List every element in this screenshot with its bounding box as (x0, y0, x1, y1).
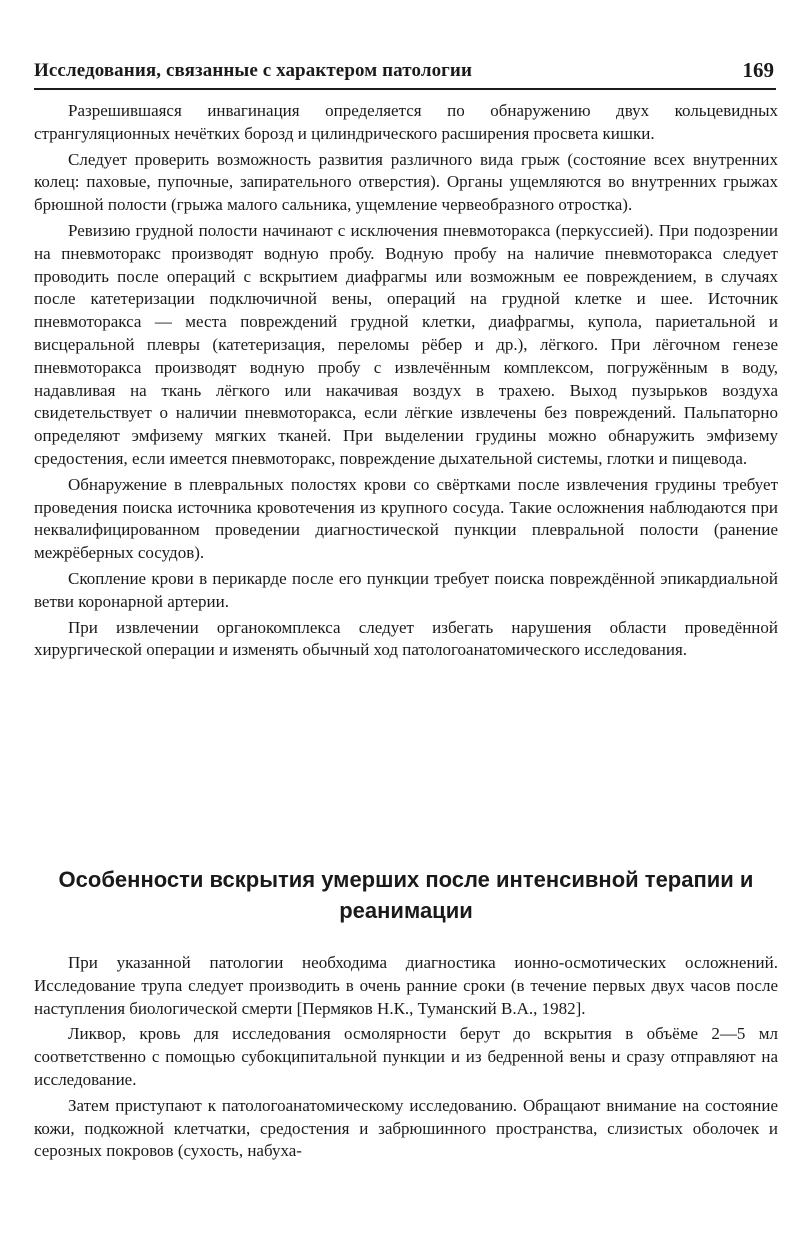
text-block-before-heading (34, 100, 778, 665)
paragraph-ion-osmotic: При указанной патологии необходима диагностика ионно-осмотических осложнений. Исследование трупа следует производить в очень ранние сроки (в течение первых двух часов после наступления биологической смерти [Пермяков Н.К., Туманский В.А., 1982]. (34, 953, 778, 1018)
paragraph-pleural-blood: Обнаружение в плевральных полостях крови со свёртками после извлечения грудины требует проведения поиска источника кровотечения из крупного сосуда. Такие осложнения наблюдаются при неквалифицированном проведении диагностической пункции плевральной полости (ранение межрёберных сосудов). (34, 474, 778, 563)
paragraph-pneumothorax: Ревизию грудной полости начинают с исключения пневмоторакса (перкуссией). При подозрении на пневмоторакс производят водную пробу. Водную пробу на наличие пневмоторакса следует проводить после операций с вскрытием диафрагмы или возможным ее повреждением, в случаях после катетеризации подключичной вены, операций на грудной клетке и шее. Источник пневмоторакса — места повреждений грудной клетки, диафрагмы, купола, париетальной и висцеральной плевры (катетеризация, переломы рёбер и др.), лёгкого. При лёгочном генезе пневмоторакса производят водную пробу с извлечённым комплексом, погружённым в воду, надавливая на ткань лёгкого или накачивая воздух в трахею. Выход пузырьков воздуха свидетельствует о наличии пневмоторакса, если лёгкие извлечены без повреждений. Пальпаторно определяют эмфизему мягких тканей. При выделении грудины можно обнаружить эмфизему средостения, если имеется пневмоторакс, повреждение дыхательной системы, глотки и пищевода. (34, 220, 778, 468)
page-number: 169 (742, 58, 774, 82)
running-title: Исследования, связанные с характером патологии (34, 60, 473, 81)
paragraph-hernias: Следует проверить возможность развития различного вида грыж (состояние всех внутренних колец: паховые, пупочные, запирательного отверстия). Органы ущемляются во внутренних грыжах брюшной полости (грыжа малого сальника, ущемление червеобразного отростка). (34, 149, 778, 215)
running-header (34, 58, 776, 90)
paragraph-intussusception: Разрешившаяся инвагинация определяется по обнаружению двух кольцевидных странгуляционных нечётких борозд и цилиндрического расширения просвета кишки. (34, 101, 778, 143)
text-block-after-heading (34, 952, 778, 1166)
paragraph-pericardium: Скопление крови в перикарде после его пункции требует поиска повреждённой эпикардиальной ветви коронарной артерии. (34, 568, 778, 611)
paragraph-liquor-blood: Ликвор, кровь для исследования осмолярности берут до вскрытия в объёме 2—5 мл соответственно с помощью субокципитальной пункции и из бедренной вены и сразу отправляют на исследование. (34, 1024, 778, 1089)
paragraph-organ-complex: При извлечении органокомплекса следует избегать нарушения области проведённой хирургической операции и изменять обычный ход патологоанатомического исследования. (34, 617, 778, 660)
paragraph-examination: Затем приступают к патологоанатомическому исследованию. Обращают внимание на состояние кожи, подкожной клетчатки, средостения и забрюшинного пространства, слизистых оболочек и серозных покровов (сухость, набуха- (34, 1095, 778, 1161)
section-heading: Особенности вскрытия умерших после интенсивной терапии и реанимации (58, 867, 754, 923)
